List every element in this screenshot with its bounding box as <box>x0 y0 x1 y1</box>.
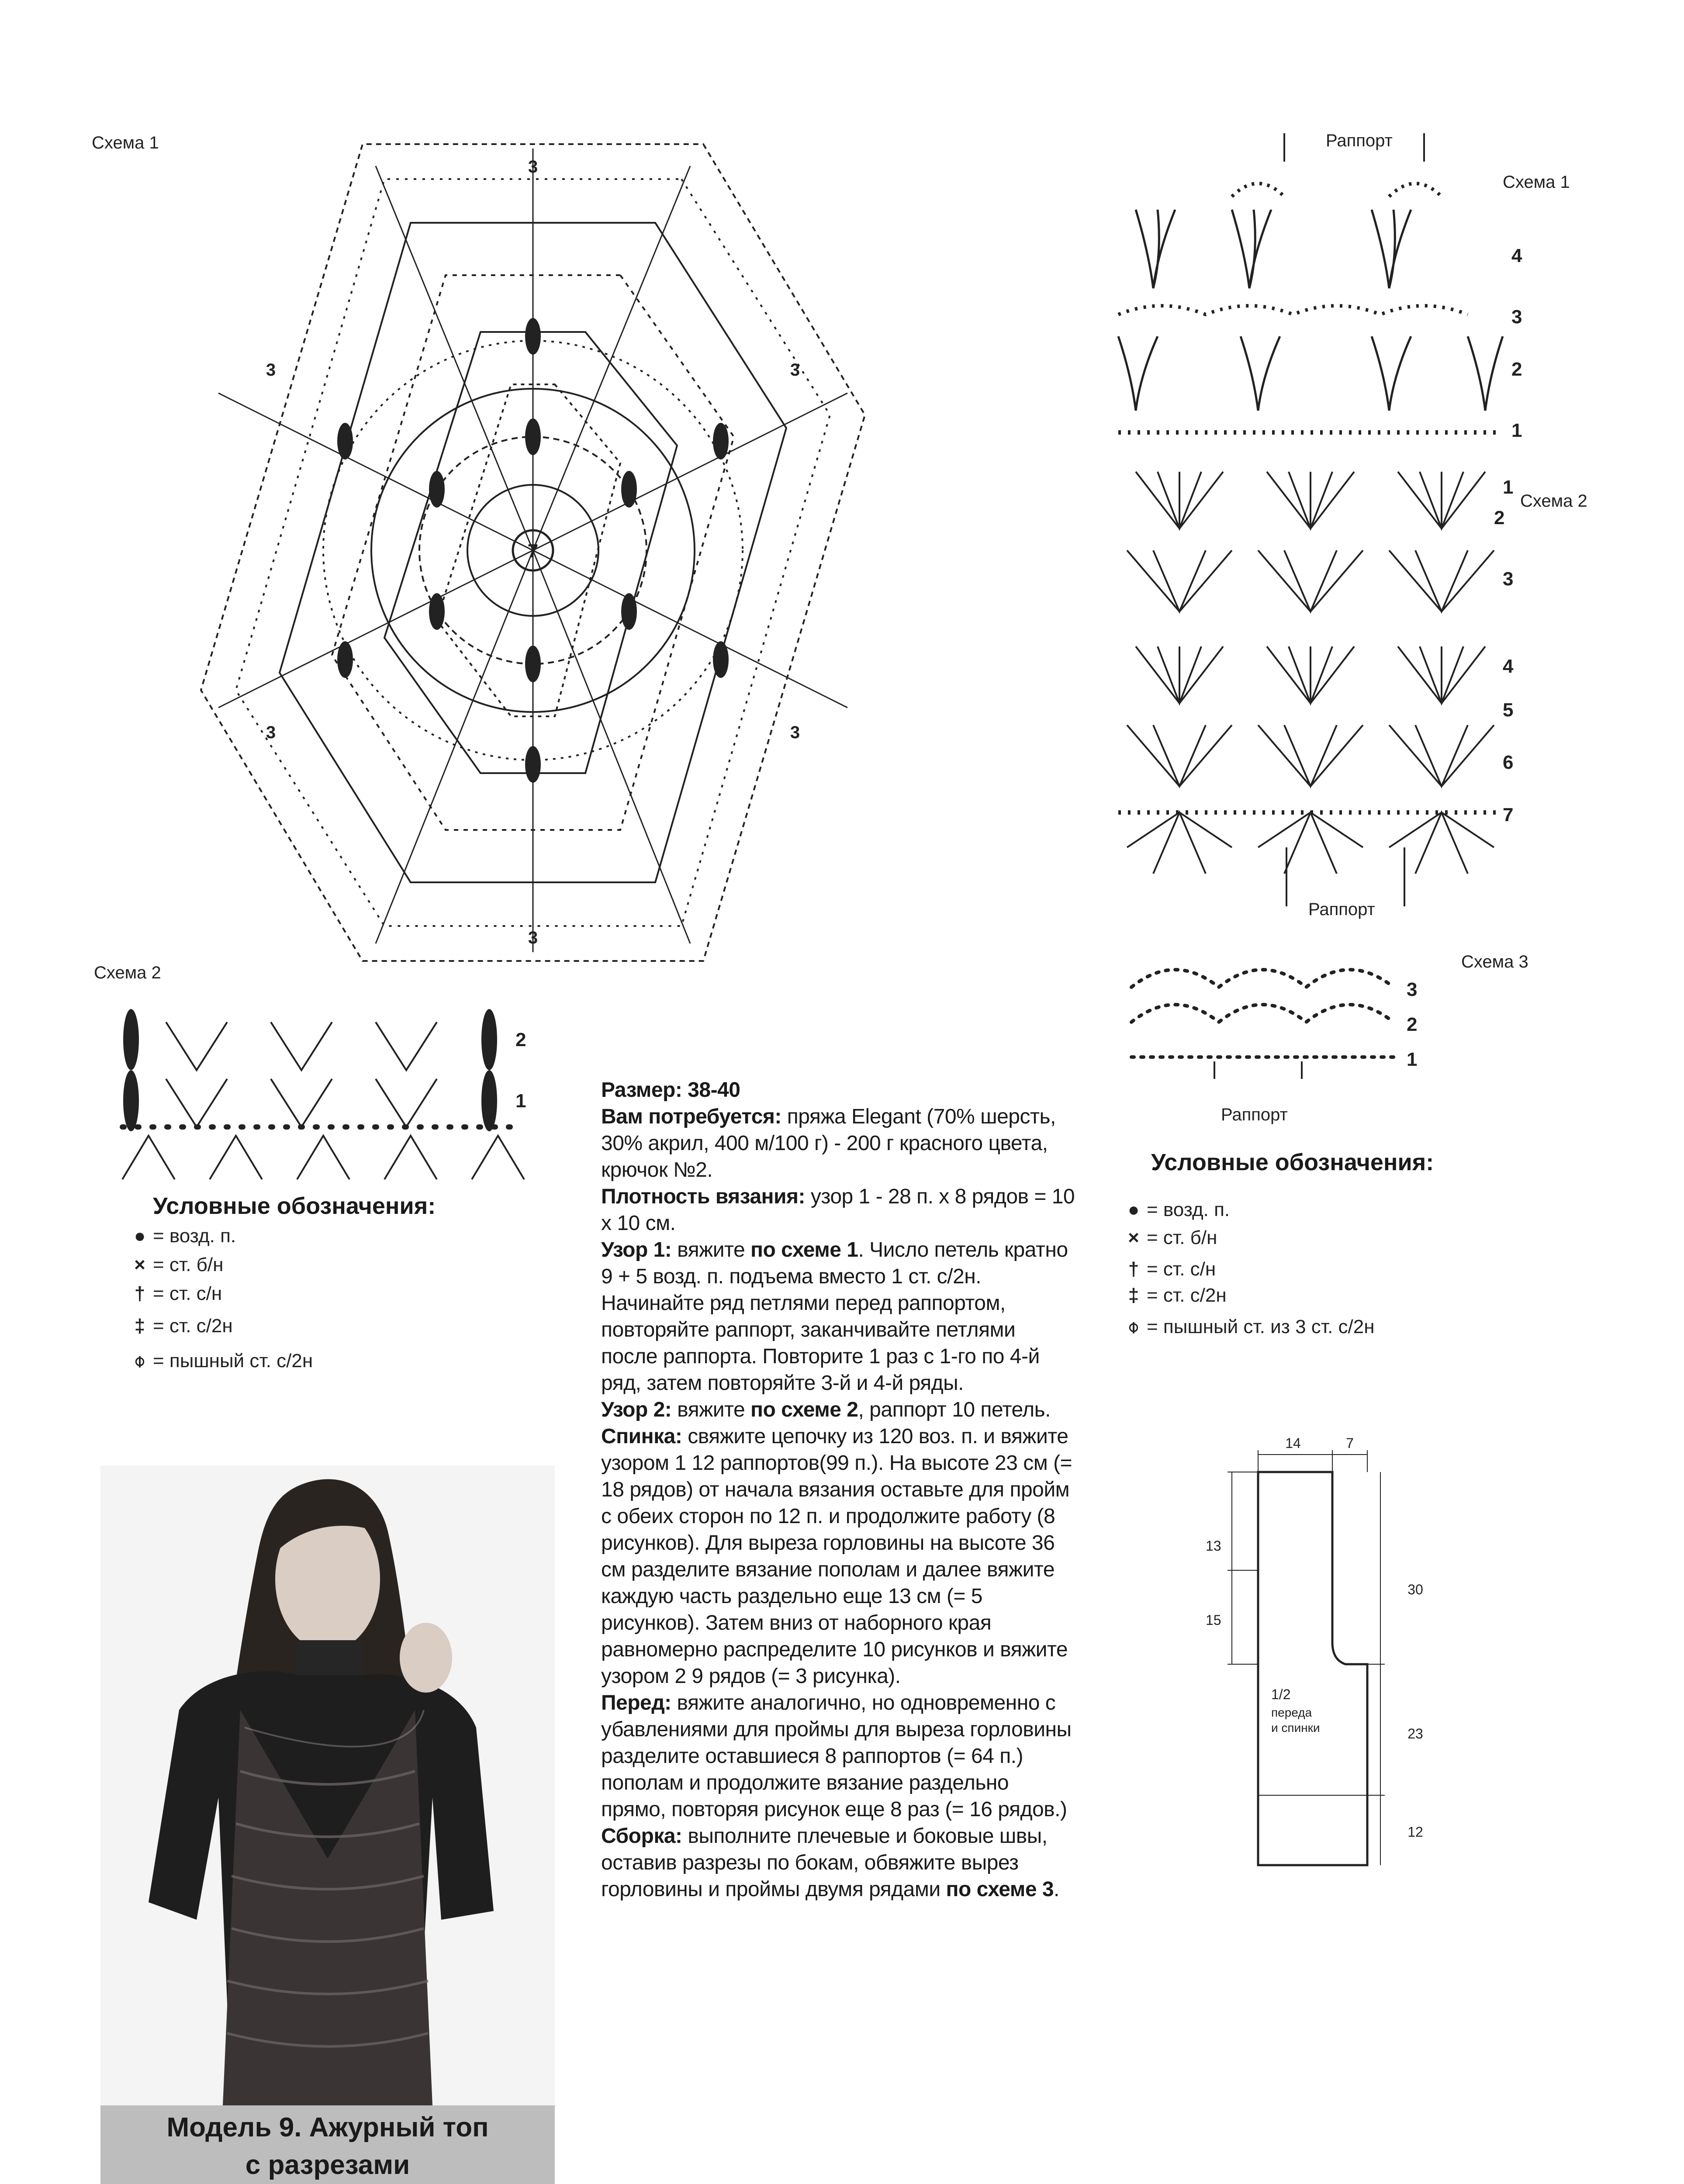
back-text: свяжите цепочку из 120 воз. п. и вяжите узором 1 12 раппортов(99 п.). На высоте 23 см (= 18 рядов) от начала вязания оставьте для пройм с обеих сторон по 12 п. и продолжите работу (8 рисунков). Для выреза горловины на высоте 36 см разделите вязание пополам и далее вяжите каждую часть раздельно еще 13 см (= 5 рисунков). Затем вниз от наборного края равномерно распределите 10 рисунков и вяжите узором 2 9 рядов (= 3 рисунка). <box>601 1425 1072 1688</box>
legend-right-item: ‡ = ст. с/2н <box>1120 1285 1375 1306</box>
dim-left-13: 13 <box>1206 1538 1221 1554</box>
density-label: Плотность вязания: <box>601 1185 806 1208</box>
legend-left-item: † = ст. с/н <box>127 1283 313 1305</box>
photo-caption-line1: Модель 9. Ажурный топ <box>166 2112 489 2143</box>
right-scheme1-diagram <box>1110 131 1538 454</box>
right-scheme3-repeat-label: Раппорт <box>1221 1105 1288 1124</box>
svg-text:3: 3 <box>790 723 800 742</box>
pattern1-label: Узор 1: <box>601 1238 672 1261</box>
dim-right-30: 30 <box>1407 1582 1423 1597</box>
legend-right-item: ● = возд. п. <box>1120 1199 1375 1221</box>
legend-right-item: ⌽ = пышный ст. из 3 ст. с/2н <box>1120 1316 1375 1338</box>
right-scheme2-row-4: 4 <box>1503 656 1514 677</box>
right-scheme3-caption: Схема 3 <box>1461 952 1528 971</box>
svg-text:3: 3 <box>528 928 538 947</box>
need-label: Вам потребуется: <box>601 1105 781 1128</box>
need-text: пряжа Elegant (70% шерсть, 30% акрил, 400 м/100 г) - 200 г красного цвета, крючок №2. <box>601 1105 1056 1182</box>
svg-text:3: 3 <box>790 360 800 380</box>
right-scheme2-row-1: 1 <box>1503 477 1514 498</box>
svg-text:3: 3 <box>266 723 276 742</box>
scheme2-left-diagram <box>96 1000 542 1184</box>
pattern2-text: , раппорт 10 петель. <box>858 1398 1051 1421</box>
dim-left-15: 15 <box>1206 1612 1221 1628</box>
motif-center-label: 7 <box>527 540 539 562</box>
legend-left-title: Условные обозначения: <box>153 1193 436 1219</box>
right-scheme2-row-5: 5 <box>1503 699 1514 721</box>
pattern1-scheme-ref: по схеме 1 <box>750 1238 858 1261</box>
dc-icon: † <box>134 1283 145 1304</box>
right-scheme1-row-4: 4 <box>1511 245 1522 266</box>
right-scheme2-row-2: 2 <box>1494 507 1505 529</box>
assembly-label: Сборка: <box>601 1825 682 1848</box>
pattern1-text: . Число петель кратно 9 + 5 возд. п. подъема вместо 1 ст. с/2н. Начинайте ряд петлями перед раппортом, повторяйте раппорт, заканчивайте петлями после раппорта. Повторите 1 раз с 1-го по 4-й ряд, затем повторяйте 3-й и 4-й ряды. <box>601 1238 1068 1395</box>
right-scheme1-repeat-label: Раппорт <box>1326 131 1393 150</box>
pattern2-label: Узор 2: <box>601 1398 672 1421</box>
pattern-label-line2: переда <box>1271 1706 1312 1719</box>
right-scheme1-row-3: 3 <box>1511 306 1522 328</box>
svg-text:3: 3 <box>528 157 538 176</box>
legend-left-item: × = ст. б/н <box>127 1254 313 1276</box>
right-scheme2-repeat-label: Раппорт <box>1308 900 1375 919</box>
pattern2-scheme-ref: по схеме 2 <box>750 1398 858 1421</box>
dim-right-12: 12 <box>1407 1824 1423 1840</box>
photo-caption-line2: с разрезами <box>245 2150 410 2180</box>
legend-left-item: ⌽ = пышный ст. с/2н <box>127 1350 313 1372</box>
pattern-label-line1: 1/2 <box>1271 1686 1291 1702</box>
puff-icon: ⌽ <box>134 1350 146 1372</box>
tr-icon: ‡ <box>1128 1285 1139 1306</box>
hexagon-motif-diagram <box>114 131 1092 987</box>
scheme2-left-row-1: 1 <box>515 1090 526 1112</box>
legend-left-item: ● = возд. п. <box>127 1225 313 1247</box>
front-text: вяжите аналогично, но одновременно с убавлениями для проймы для выреза горловины разделите оставшиеся 8 раппортов (= 64 п.) пополам и продолжите вязание раздельно прямо, повторяя рисунок еще 8 раз (= 16 рядов.) <box>601 1691 1072 1821</box>
pattern-label-line3: и спинки <box>1271 1721 1320 1735</box>
legend-left <box>127 1225 313 1372</box>
scheme2-left-caption: Схема 2 <box>94 963 161 982</box>
legend-right-item: × = ст. б/н <box>1120 1227 1375 1249</box>
assembly-text: выполните плечевые и боковые швы, оставив разрезы по бокам, обвяжите вырез горловины и проймы двумя рядами <box>601 1825 1048 1901</box>
photo-caption-box <box>100 2105 555 2184</box>
instructions-column: Размер: 38-40 Вам потребуется: пряжа Elegant (70% шерсть, 30% акрил, 400 м/100 г) - 200 г красного цвета, крючок №2. Плотность вязания: узор 1 - 28 п. х 8 рядов = 10 х 10 см. Узор 1: вяжите по схеме 1. Число петель кратно 9 + 5 возд. п. подъема вместо 1 ст. с/2н. Начинайте ряд петлями перед раппортом, повторяйте раппорт, заканчивайте петлями после раппорта. Повторите 1 раз с 1-го по 4-й ряд, затем повторяйте 3-й и 4-й ряды. Узор 2: вяжите по схеме 2, раппорт 10 петель. Спинка: свяжите цепочку из 120 воз. п. и вяжите узором 1 12 раппортов(99 п.). На высоте 23 см (= 18 рядов) от начала вязания оставьте для пройм с обеих сторон по 12 п. и продолжите работу (8 рисунков). Для выреза горловины на высоте 36 см разделите вязание пополам и далее вяжите каждую часть раздельно еще 13 см (= 5 рисунков). Затем вниз от наборного края равномерно распределите 10 рисунков и вяжите узором 2 9 рядов (= 3 рисунка). Перед: вяжите аналогично, но одновременно с убавлениями для проймы для выреза горловины разделите оставшиеся 8 раппортов (= 64 п.) пополам и продолжите вязание раздельно прямо, повторяя рисунок еще 8 раз (= 16 рядов.) Сборка: выполните плечевые и боковые швы, оставив разрезы по бокам, обвяжите вырез горловины и проймы двумя рядами по схеме 3. <box>601 1078 1075 1901</box>
right-scheme2-caption: Схема 2 <box>1520 491 1587 511</box>
svg-text:3: 3 <box>266 360 276 380</box>
dim-right-23: 23 <box>1407 1726 1423 1742</box>
right-scheme2-row-3: 3 <box>1503 568 1514 590</box>
legend-right-title: Условные обозначения: <box>1151 1149 1434 1175</box>
dc-icon: † <box>1128 1258 1139 1280</box>
scheme2-left-row-2: 2 <box>515 1029 526 1051</box>
right-scheme3-row-1: 1 <box>1407 1049 1418 1070</box>
right-scheme3-row-2: 2 <box>1407 1014 1418 1035</box>
right-scheme3-diagram <box>1123 948 1437 1088</box>
model-photo <box>100 1465 555 2105</box>
scheme1-caption: Схема 1 <box>92 133 159 152</box>
right-scheme2-diagram <box>1110 454 1520 909</box>
legend-left-item: ‡ = ст. с/2н <box>127 1315 313 1337</box>
dim-top-14: 14 <box>1285 1437 1301 1451</box>
tr-icon: ‡ <box>134 1315 145 1337</box>
density-text: узор 1 - 28 п. х 8 рядов = 10 х 10 см. <box>601 1185 1075 1235</box>
right-scheme2-row-7: 7 <box>1503 804 1514 826</box>
legend-right <box>1120 1199 1375 1338</box>
cross-icon: × <box>1128 1227 1139 1248</box>
chain-dot-icon: ● <box>1127 1199 1140 1220</box>
cross-icon: × <box>134 1254 145 1275</box>
puff-icon: ⌽ <box>1127 1316 1140 1337</box>
assembly-scheme-ref: по схеме 3 <box>946 1878 1054 1901</box>
right-scheme3-row-3: 3 <box>1407 979 1418 1000</box>
legend-right-item: † = ст. с/н <box>1120 1258 1375 1280</box>
front-label: Перед: <box>601 1691 671 1714</box>
right-scheme1-row-1: 1 <box>1511 420 1522 441</box>
model-photo-image <box>100 1465 555 2105</box>
back-label: Спинка: <box>601 1425 682 1448</box>
right-scheme1-row-2: 2 <box>1511 359 1522 380</box>
right-scheme1-caption: Схема 1 <box>1503 173 1570 192</box>
right-scheme2-row-6: 6 <box>1503 752 1514 773</box>
chain-dot-icon: ● <box>134 1225 146 1247</box>
size-heading: Размер: 38-40 <box>601 1078 740 1102</box>
garment-pattern-diagram <box>1188 1437 1459 1874</box>
dim-top-7: 7 <box>1346 1437 1354 1451</box>
